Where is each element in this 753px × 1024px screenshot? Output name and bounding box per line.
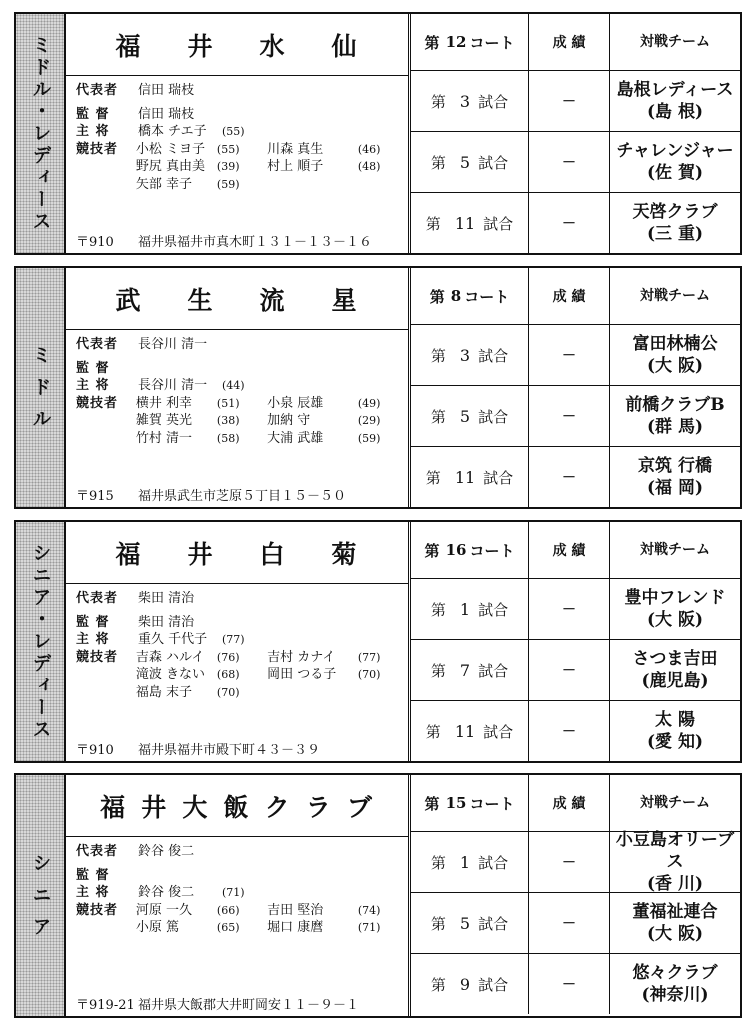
rep-row (76, 590, 408, 608)
player-name: 小原 篤 (135, 920, 179, 935)
court-suffix: コート (464, 287, 510, 306)
players-label-spacer (76, 919, 136, 937)
player-name: 加納 守 (267, 413, 311, 428)
players-label-spacer (76, 666, 136, 684)
game-cell (411, 132, 529, 192)
game-suffix: 試合 (478, 914, 509, 933)
address: 福井県福井市真木町１３１－１３－１６ (138, 235, 373, 250)
opponent-cell (610, 71, 740, 131)
rep-label: 代表者 (76, 83, 119, 98)
postal-code: 〒915 (76, 489, 114, 504)
result-cell: － (529, 893, 610, 953)
match-row (411, 893, 740, 954)
opponent-prefecture: (香 川) (646, 874, 703, 894)
team-name-char: 井 (141, 792, 167, 822)
captain-name: 長谷川 清一 (138, 378, 208, 393)
player-name: 滝波 きない (135, 667, 205, 682)
director-name: 信田 瑞枝 (138, 106, 195, 122)
captain-row (76, 884, 408, 902)
team-name-char: 仙 (331, 31, 357, 61)
result-cell: － (529, 132, 610, 192)
game-cell (411, 832, 529, 892)
director-label: 監 督 (76, 614, 110, 630)
player-age: (70) (216, 685, 240, 699)
players-label-spacer (76, 684, 136, 702)
result-cell: － (529, 579, 610, 639)
player-name: 雑賀 英光 (135, 413, 192, 428)
match-row (411, 954, 740, 1014)
member-list (64, 330, 408, 447)
member-list (64, 584, 408, 701)
team-name-char: 生 (187, 285, 213, 315)
game-cell (411, 893, 529, 953)
court-prefix: 第 (424, 794, 440, 813)
game-number: 11 (454, 467, 476, 487)
opponent-cell (610, 386, 740, 446)
team-name (64, 522, 408, 584)
game-suffix: 試合 (483, 722, 514, 741)
captain-name: 鈴谷 俊二 (138, 885, 195, 900)
captain-label: 主 将 (76, 378, 110, 393)
match-row (411, 193, 740, 253)
opponent-cell (610, 701, 740, 761)
player-name: 岡田 つる子 (267, 667, 337, 682)
player-name: 吉田 堅治 (267, 902, 324, 918)
game-prefix: 第 (430, 600, 446, 619)
game-cell (411, 954, 529, 1014)
opponent-prefecture: (大 阪) (646, 610, 703, 630)
game-suffix: 試合 (478, 346, 509, 365)
result-header: 成 績 (529, 268, 610, 324)
game-suffix: 試合 (478, 661, 509, 680)
opponent-cell (610, 893, 740, 953)
director-row (76, 614, 408, 632)
rep-name: 鈴谷 俊二 (138, 844, 195, 859)
opponent-prefecture: (佐 賀) (646, 163, 703, 183)
team-name-char: 福 (100, 792, 126, 822)
opponent-prefecture: (愛 知) (646, 732, 703, 752)
game-suffix: 試合 (478, 975, 509, 994)
game-number: 1 (459, 599, 471, 619)
game-cell (411, 71, 529, 131)
player-age (358, 176, 408, 194)
captain-row (76, 123, 408, 141)
game-cell (411, 386, 529, 446)
team-card (14, 12, 742, 255)
players-row (76, 649, 408, 667)
result-cell: － (529, 71, 610, 131)
rep-label: 代表者 (76, 337, 119, 352)
rep-label: 代表者 (76, 591, 119, 606)
game-number: 11 (454, 213, 476, 233)
court-cell (411, 522, 529, 578)
team-name-char: 白 (259, 539, 285, 569)
game-cell (411, 701, 529, 761)
opponent-name: 悠々クラブ (632, 963, 718, 983)
player-age: (76) (216, 650, 240, 664)
result-header: 成 績 (529, 522, 610, 578)
game-suffix: 試合 (478, 92, 509, 111)
division-label (16, 522, 66, 761)
player-age: (77) (357, 650, 381, 664)
opponent-cell (610, 132, 740, 192)
rep-name: 信田 瑞枝 (138, 83, 195, 98)
team-card (14, 520, 742, 763)
opponent-name: 董福祉連合 (632, 902, 718, 922)
opponent-cell (610, 193, 740, 253)
court-cell (411, 268, 529, 324)
game-number: 3 (459, 345, 471, 365)
player-age: (71) (357, 921, 381, 934)
director-row (76, 360, 408, 378)
court-number: 12 (445, 33, 467, 51)
court-number: 8 (450, 287, 462, 305)
member-list (64, 76, 408, 193)
result-cell: － (529, 386, 610, 446)
match-row (411, 325, 740, 386)
division-label (16, 14, 66, 253)
court-prefix: 第 (424, 541, 440, 560)
court-cell (411, 14, 529, 70)
match-header (411, 268, 740, 325)
match-row (411, 71, 740, 132)
team-name (64, 14, 408, 76)
court-cell (411, 775, 529, 831)
opponent-prefecture: (群 馬) (646, 417, 703, 437)
players-label: 競技者 (76, 902, 119, 918)
opponent-header: 対戦チーム (640, 795, 710, 811)
players-label-spacer (76, 430, 136, 448)
game-cell (411, 193, 529, 253)
game-cell (411, 325, 529, 385)
team-info (64, 775, 411, 1016)
opponent-name: さつま吉田 (632, 649, 718, 669)
player-name: 村上 順子 (267, 159, 324, 174)
opponent-name: 島根レディース (616, 80, 734, 100)
captain-row (76, 631, 408, 649)
member-list (64, 837, 408, 937)
game-number: 5 (459, 152, 471, 172)
game-suffix: 試合 (478, 153, 509, 172)
players-row (76, 430, 408, 448)
opponent-name: 豊中フレンド (624, 588, 726, 608)
player-age (358, 684, 408, 702)
division-label (16, 775, 66, 1016)
opponent-header: 対戦チーム (640, 34, 710, 50)
captain-name: 橋本 チエ子 (138, 124, 207, 139)
opponent-name: 太 陽 (655, 710, 695, 730)
opponent-prefecture: (鹿児島) (641, 671, 709, 691)
player-name (267, 684, 358, 702)
opponent-name: 富田林楠公 (632, 334, 718, 354)
opponent-name: 天啓クラブ (632, 202, 718, 222)
rep-row (76, 336, 408, 354)
players-label-spacer (76, 158, 136, 176)
players-label-spacer (76, 176, 136, 194)
game-suffix: 試合 (478, 600, 509, 619)
player-name: 矢部 幸子 (135, 176, 192, 192)
game-number: 3 (459, 91, 471, 111)
opponent-name: 京筑 行橋 (638, 456, 712, 476)
postal-code: 〒910 (76, 235, 114, 250)
team-name (64, 775, 408, 837)
address: 福井県大飯郡大井町岡安１１－９－１ (138, 998, 360, 1013)
result-cell: － (529, 193, 610, 253)
match-row (411, 579, 740, 640)
director-row (76, 867, 408, 885)
player-age: (74) (357, 903, 381, 917)
player-age: (29) (357, 414, 381, 427)
opponent-prefecture: (神奈川) (641, 985, 709, 1005)
players-row (76, 412, 408, 430)
player-name: 小泉 辰雄 (267, 395, 324, 411)
court-suffix: コート (469, 794, 515, 813)
postal-code: 〒910 (76, 743, 114, 758)
opponent-cell (610, 325, 740, 385)
game-number: 1 (459, 852, 471, 872)
player-name: 横井 利幸 (135, 395, 192, 411)
division-text: ミドル・レディース (29, 34, 52, 233)
team-card (14, 773, 742, 1018)
player-age: (48) (357, 160, 381, 173)
team-name-char: 水 (259, 31, 285, 61)
opponent-prefecture: (三 重) (646, 224, 703, 244)
postal-code: 〒919-21 (76, 998, 135, 1013)
director-label: 監 督 (76, 360, 110, 376)
player-age: (39) (216, 160, 240, 173)
court-number: 16 (445, 541, 467, 559)
player-name: 河原 一久 (135, 902, 192, 918)
opponent-prefecture: (大 阪) (646, 924, 703, 944)
match-table (411, 14, 740, 253)
match-header (411, 775, 740, 832)
division-label (16, 268, 66, 507)
director-label: 監 督 (76, 867, 110, 883)
director-label: 監 督 (76, 106, 110, 122)
player-name: 竹村 清一 (135, 430, 192, 446)
players-label: 競技者 (76, 141, 119, 157)
player-age: (51) (216, 396, 240, 410)
court-suffix: コート (469, 541, 515, 560)
captain-label: 主 将 (76, 632, 110, 647)
rep-row (76, 843, 408, 861)
division-text: ミ ド ル (29, 344, 52, 431)
team-name-char: 流 (259, 285, 285, 315)
team-name-char: 井 (187, 31, 213, 61)
opponent-cell (610, 832, 740, 892)
court-prefix: 第 (424, 33, 440, 52)
player-age: (58) (216, 431, 240, 445)
opponent-name: 小豆島オリーブス (615, 830, 735, 872)
game-number: 5 (459, 913, 471, 933)
game-prefix: 第 (430, 153, 446, 172)
address-row (76, 485, 346, 504)
opponent-cell (610, 954, 740, 1014)
game-suffix: 試合 (483, 214, 514, 233)
court-suffix: コート (469, 33, 515, 52)
player-age: (68) (216, 668, 240, 681)
player-age: (38) (216, 414, 240, 427)
team-name-char: 飯 (223, 792, 249, 822)
players-row (76, 684, 408, 702)
match-table (411, 775, 740, 1016)
game-prefix: 第 (425, 722, 441, 741)
director-row (76, 106, 408, 124)
team-name-char: 武 (115, 285, 141, 315)
match-row (411, 447, 740, 507)
result-header: 成 績 (529, 14, 610, 70)
players-row (76, 176, 408, 194)
opponent-cell (610, 579, 740, 639)
game-suffix: 試合 (483, 468, 514, 487)
match-table (411, 522, 740, 761)
player-name: 吉森 ハルイ (135, 649, 205, 665)
team-name-char: 大 (182, 792, 208, 822)
match-row (411, 832, 740, 893)
player-age: (55) (216, 142, 240, 156)
players-label-spacer (76, 412, 136, 430)
players-row (76, 395, 408, 413)
player-name (267, 176, 358, 194)
court-prefix: 第 (429, 287, 445, 306)
captain-label: 主 将 (76, 885, 110, 900)
captain-age: (77) (222, 633, 245, 646)
address-row (76, 739, 320, 758)
result-header: 成 績 (529, 775, 610, 831)
team-name-char: ク (264, 792, 290, 822)
game-cell (411, 579, 529, 639)
player-name: 堀口 康麿 (267, 920, 324, 935)
rep-row (76, 82, 408, 100)
captain-name: 重久 千代子 (138, 632, 208, 647)
rep-name: 長谷川 清一 (138, 337, 208, 352)
opponent-cell (610, 447, 740, 507)
players-row (76, 666, 408, 684)
opponent-cell (610, 640, 740, 700)
team-name-char: 福 (115, 31, 141, 61)
player-name: 吉村 カナイ (267, 649, 336, 665)
players-row (76, 141, 408, 159)
captain-age: (44) (222, 379, 245, 392)
opponent-name: チャレンジャー (616, 141, 734, 161)
opponent-prefecture: (福 岡) (646, 478, 703, 498)
team-info (64, 268, 411, 507)
captain-label: 主 将 (76, 124, 110, 139)
game-number: 7 (459, 660, 471, 680)
game-prefix: 第 (425, 214, 441, 233)
opponent-name: 前橋クラブB (625, 395, 725, 415)
game-cell (411, 447, 529, 507)
player-name: 福島 末子 (135, 684, 192, 700)
player-age: (46) (357, 142, 381, 156)
result-cell: － (529, 954, 610, 1014)
player-age: (66) (216, 903, 240, 917)
game-prefix: 第 (430, 975, 446, 994)
team-name-char: 星 (331, 285, 357, 315)
game-prefix: 第 (430, 661, 446, 680)
address-row (76, 994, 359, 1013)
game-prefix: 第 (430, 92, 446, 111)
player-name: 小松 ミヨ子 (135, 141, 205, 157)
division-text: シ ニ ア (29, 852, 52, 939)
game-number: 5 (459, 406, 471, 426)
match-row (411, 132, 740, 193)
result-cell: － (529, 832, 610, 892)
address: 福井県福井市殿下町４３－３９ (138, 743, 321, 758)
players-label: 競技者 (76, 649, 119, 665)
game-prefix: 第 (430, 407, 446, 426)
team-name-char: ラ (305, 792, 331, 822)
team-name-char: 福 (115, 539, 141, 569)
player-age: (49) (357, 396, 381, 410)
player-name: 大浦 武雄 (267, 430, 324, 446)
game-number: 9 (459, 974, 471, 994)
team-card (14, 266, 742, 509)
director-name: 柴田 清治 (138, 614, 195, 630)
captain-age: (55) (222, 125, 245, 138)
team-name-char: 井 (187, 539, 213, 569)
captain-age: (71) (222, 886, 245, 899)
player-age: (65) (216, 921, 240, 934)
team-info (64, 522, 411, 761)
player-age: (70) (357, 668, 381, 681)
result-cell: － (529, 325, 610, 385)
player-age: (59) (357, 431, 381, 445)
players-label: 競技者 (76, 395, 119, 411)
match-row (411, 386, 740, 447)
game-suffix: 試合 (478, 853, 509, 872)
opponent-header: 対戦チーム (640, 288, 710, 304)
team-name-char: 菊 (331, 539, 357, 569)
rep-name: 柴田 清治 (138, 591, 195, 606)
players-row (76, 158, 408, 176)
team-info (64, 14, 411, 253)
game-suffix: 試合 (478, 407, 509, 426)
players-row (76, 902, 408, 920)
opponent-prefecture: (大 阪) (646, 356, 703, 376)
court-number: 15 (445, 794, 467, 812)
result-cell: － (529, 701, 610, 761)
game-number: 11 (454, 721, 476, 741)
division-text: シニア・レディース (29, 542, 52, 741)
match-row (411, 640, 740, 701)
game-prefix: 第 (430, 346, 446, 365)
opponent-prefecture: (島 根) (646, 102, 703, 122)
players-row (76, 919, 408, 937)
captain-row (76, 377, 408, 395)
address-row (76, 231, 372, 250)
player-name: 野尻 真由美 (135, 159, 205, 174)
game-prefix: 第 (430, 914, 446, 933)
match-table (411, 268, 740, 507)
rep-label: 代表者 (76, 844, 119, 859)
game-cell (411, 640, 529, 700)
game-prefix: 第 (430, 853, 446, 872)
result-cell: － (529, 447, 610, 507)
address: 福井県武生市芝原５丁目１５－５０ (138, 489, 347, 504)
player-age: (59) (216, 177, 240, 191)
result-cell: － (529, 640, 610, 700)
opponent-header: 対戦チーム (640, 542, 710, 558)
team-name (64, 268, 408, 330)
match-row (411, 701, 740, 761)
player-name: 川森 真生 (267, 141, 324, 157)
match-header (411, 522, 740, 579)
game-prefix: 第 (425, 468, 441, 487)
team-name-char: ブ (346, 792, 372, 822)
match-header (411, 14, 740, 71)
